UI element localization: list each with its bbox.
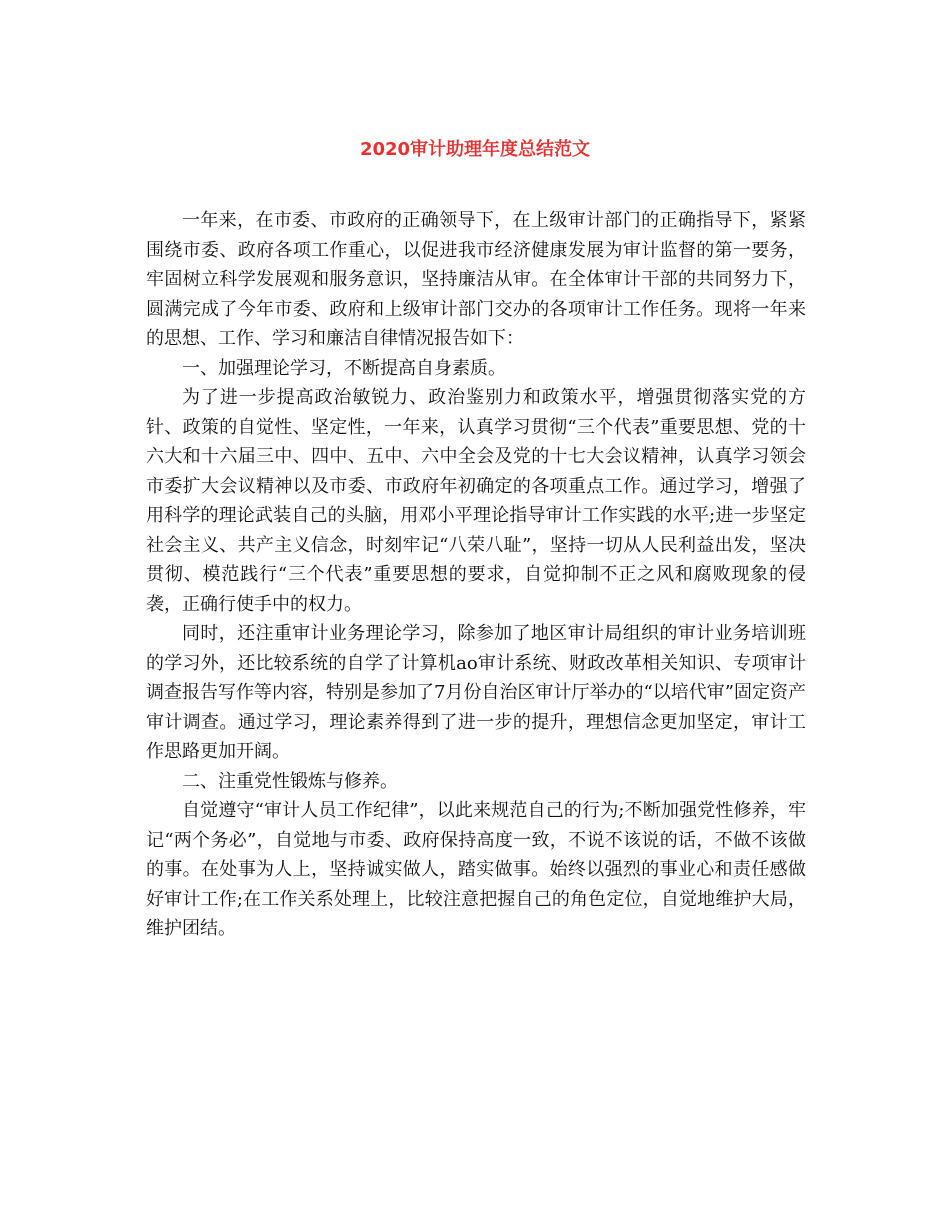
document-body — [146, 206, 806, 944]
paragraph-party-cultivation: 自觉遵守“审计人员工作纪律”，以此来规范自己的行为;不断加强党性修养，牢记“两个务必”，自觉地与市委、政府保持高度一致，不说不该说的话，不做不该做的事。在处事为人上，坚持诚实做人，踏实做事。始终以强烈的事业心和责任感做好审计工作;在工作关系处理上，比较注意把握自己的角色定位，自觉地维护大局，维护团结。 — [146, 800, 806, 939]
section-heading-2: 二、注重党性锻炼与修养。 — [182, 770, 398, 792]
section-heading-1: 一、加强理论学习，不断提高自身素质。 — [182, 357, 506, 379]
document-title: 2020审计助理年度总结范文 — [359, 139, 591, 160]
paragraph-audit-business-study: 同时，还注重审计业务理论学习，除参加了地区审计局组织的审计业务培训班的学习外，还比较系统的自学了计算机ao审计系统、财政改革相关知识、专项审计调查报告写作等内容，特别是参加了7月份自治区审计厅举办的“以培代审”固定资产审计调查。通过学习，理论素养得到了进一步的提升，理想信念更加坚定，审计工作思路更加开阔。 — [146, 623, 806, 762]
paragraph-intro: 一年来，在市委、市政府的正确领导下，在上级审计部门的正确指导下，紧紧围绕市委、政府各项工作重心，以促进我市经济健康发展为审计监督的第一要务，牢固树立科学发展观和服务意识，坚持廉洁从审。在全体审计干部的共同努力下，圆满完成了今年市委、政府和上级审计部门交办的各项审计工作任务。现将一年来的思想、工作、学习和廉洁自律情况报告如下： — [146, 210, 806, 349]
paragraph-theory-study: 为了进一步提高政治敏锐力、政治鉴别力和政策水平，增强贯彻落实党的方针、政策的自觉性、坚定性，一年来，认真学习贯彻“三个代表”重要思想、党的十六大和十六届三中、四中、五中、六中全会及党的十七大会议精神，认真学习领会市委扩大会议精神以及市委、市政府年初确定的各项重点工作。通过学习，增强了用科学的理论武装自己的头脑，用邓小平理论指导审计工作实践的水平;进一步坚定社会主义、共产主义信念，时刻牢记“八荣八耻”，坚持一切从人民利益出发，坚决贯彻、模范践行“三个代表”重要思想的要求，自觉抑制不正之风和腐败现象的侵袭，正确行使手中的权力。 — [146, 387, 806, 615]
